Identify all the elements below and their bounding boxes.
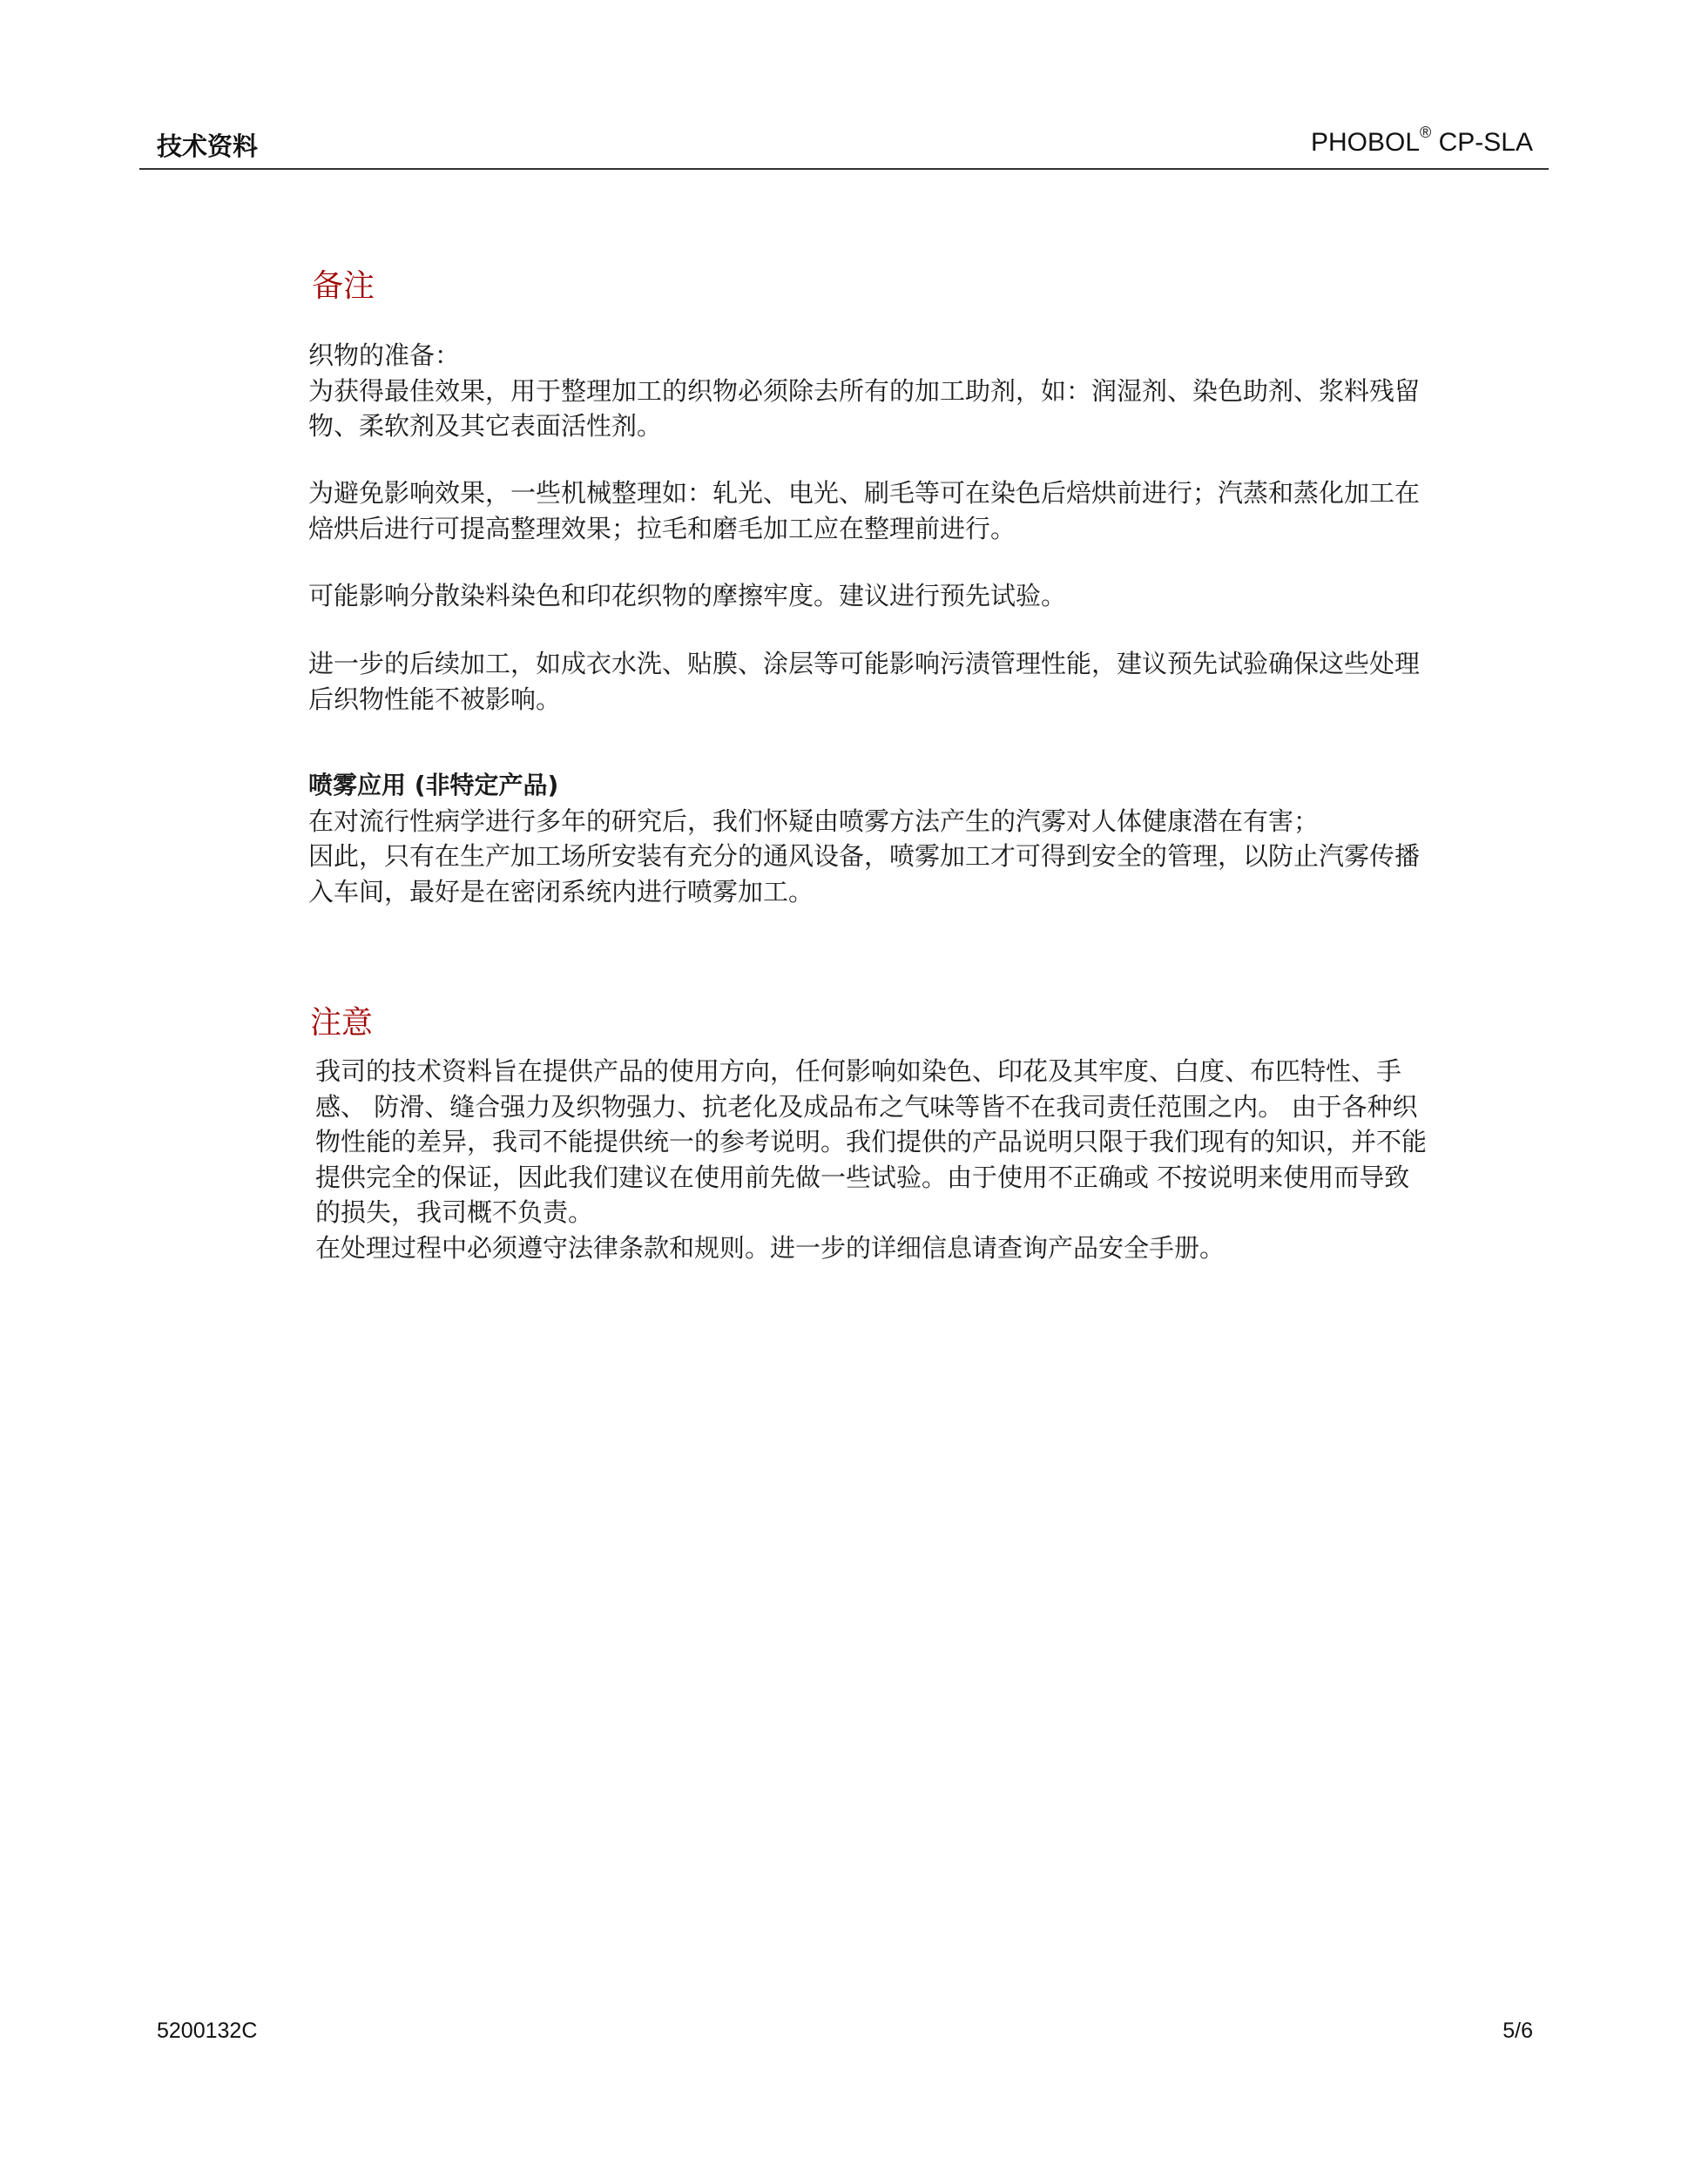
- notice-line: 的损失，我司概不负责。: [315, 1197, 594, 1227]
- footer-page-number: 5/6: [1502, 2019, 1533, 2043]
- product-name: PHOBOL: [1310, 128, 1421, 157]
- spray-application-paragraph: [308, 768, 1545, 909]
- notice-title: 注意: [310, 1005, 374, 1041]
- mechanical-finishing-line: 焙烘后进行可提高整理效果；拉毛和磨毛加工应在整理前进行。: [308, 513, 1016, 543]
- spray-application-line: 因此，只有在生产加工场所安装有充分的通风设备，喷雾加工才可得到安全的管理，以防止汽雾传播: [308, 841, 1421, 871]
- fabric-prep-line: 为获得最佳效果，用于整理加工的织物必须除去所有的加工助剂，如：润湿剂、染色助剂、浆料残留: [308, 375, 1421, 406]
- further-processing-line: 后织物性能不被影响。: [308, 684, 562, 714]
- header-divider: [139, 168, 1549, 170]
- notice-line: 感、 防滑、缝合强力及织物强力、抗老化及成品布之气味等皆不在我司责任范围之内。 由于各种织: [315, 1091, 1418, 1122]
- product-code: CP-SLA: [1431, 128, 1533, 157]
- notice-line: 提供完全的保证，因此我们建议在使用前先做一些试验。由于使用不正确或 不按说明来使用而导致: [315, 1162, 1410, 1192]
- notice-line: 物性能的差异，我司不能提供统一的参考说明。我们提供的产品说明只限于我们现有的知识，并不能: [315, 1127, 1428, 1156]
- spray-application-line: 在对流行性病学进行多年的研究后，我们怀疑由喷雾方法产生的汽雾对人体健康潜在有害；: [308, 806, 1320, 836]
- spray-application-line: 入车间，最好是在密闭系统内进行喷雾加工。: [308, 876, 814, 907]
- remarks-title: 备注: [312, 268, 375, 304]
- mechanical-finishing-line: 为避免影响效果，一些机械整理如：轧光、电光、刷毛等可在染色后焙烘前进行；汽蒸和蒸化加工在: [308, 478, 1421, 508]
- fabric-prep-heading: 织物的准备：: [308, 340, 461, 370]
- registered-mark: ®: [1420, 124, 1432, 141]
- spray-application-heading: 喷雾应用 (非特定产品): [308, 771, 559, 799]
- fabric-prep-paragraph: [308, 338, 1545, 444]
- notice-line: 我司的技术资料旨在提供产品的使用方向，任何影响如染色、印花及其牢度、白度、布匹特性、手: [315, 1056, 1402, 1086]
- footer-doc-number: 5200132C: [157, 2019, 258, 2043]
- rub-fastness-paragraph: [308, 578, 1545, 614]
- mechanical-finishing-paragraph: [308, 475, 1545, 546]
- notice-paragraph: [315, 1054, 1543, 1265]
- header-product-title: [1310, 124, 1533, 158]
- notice-line: 在处理过程中必须遵守法律条款和规则。进一步的详细信息请查询产品安全手册。: [315, 1232, 1225, 1263]
- further-processing-paragraph: [308, 646, 1545, 717]
- header-doc-type: 技术资料: [157, 131, 259, 161]
- rub-fastness-line: 可能影响分散染料染色和印花织物的摩擦牢度。建议进行预先试验。: [308, 581, 1067, 610]
- fabric-prep-line: 物、柔软剂及其它表面活性剂。: [308, 411, 663, 441]
- further-processing-line: 进一步的后续加工，如成衣水洗、贴膜、涂层等可能影响污渍管理性能，建议预先试验确保这些处理: [308, 649, 1421, 678]
